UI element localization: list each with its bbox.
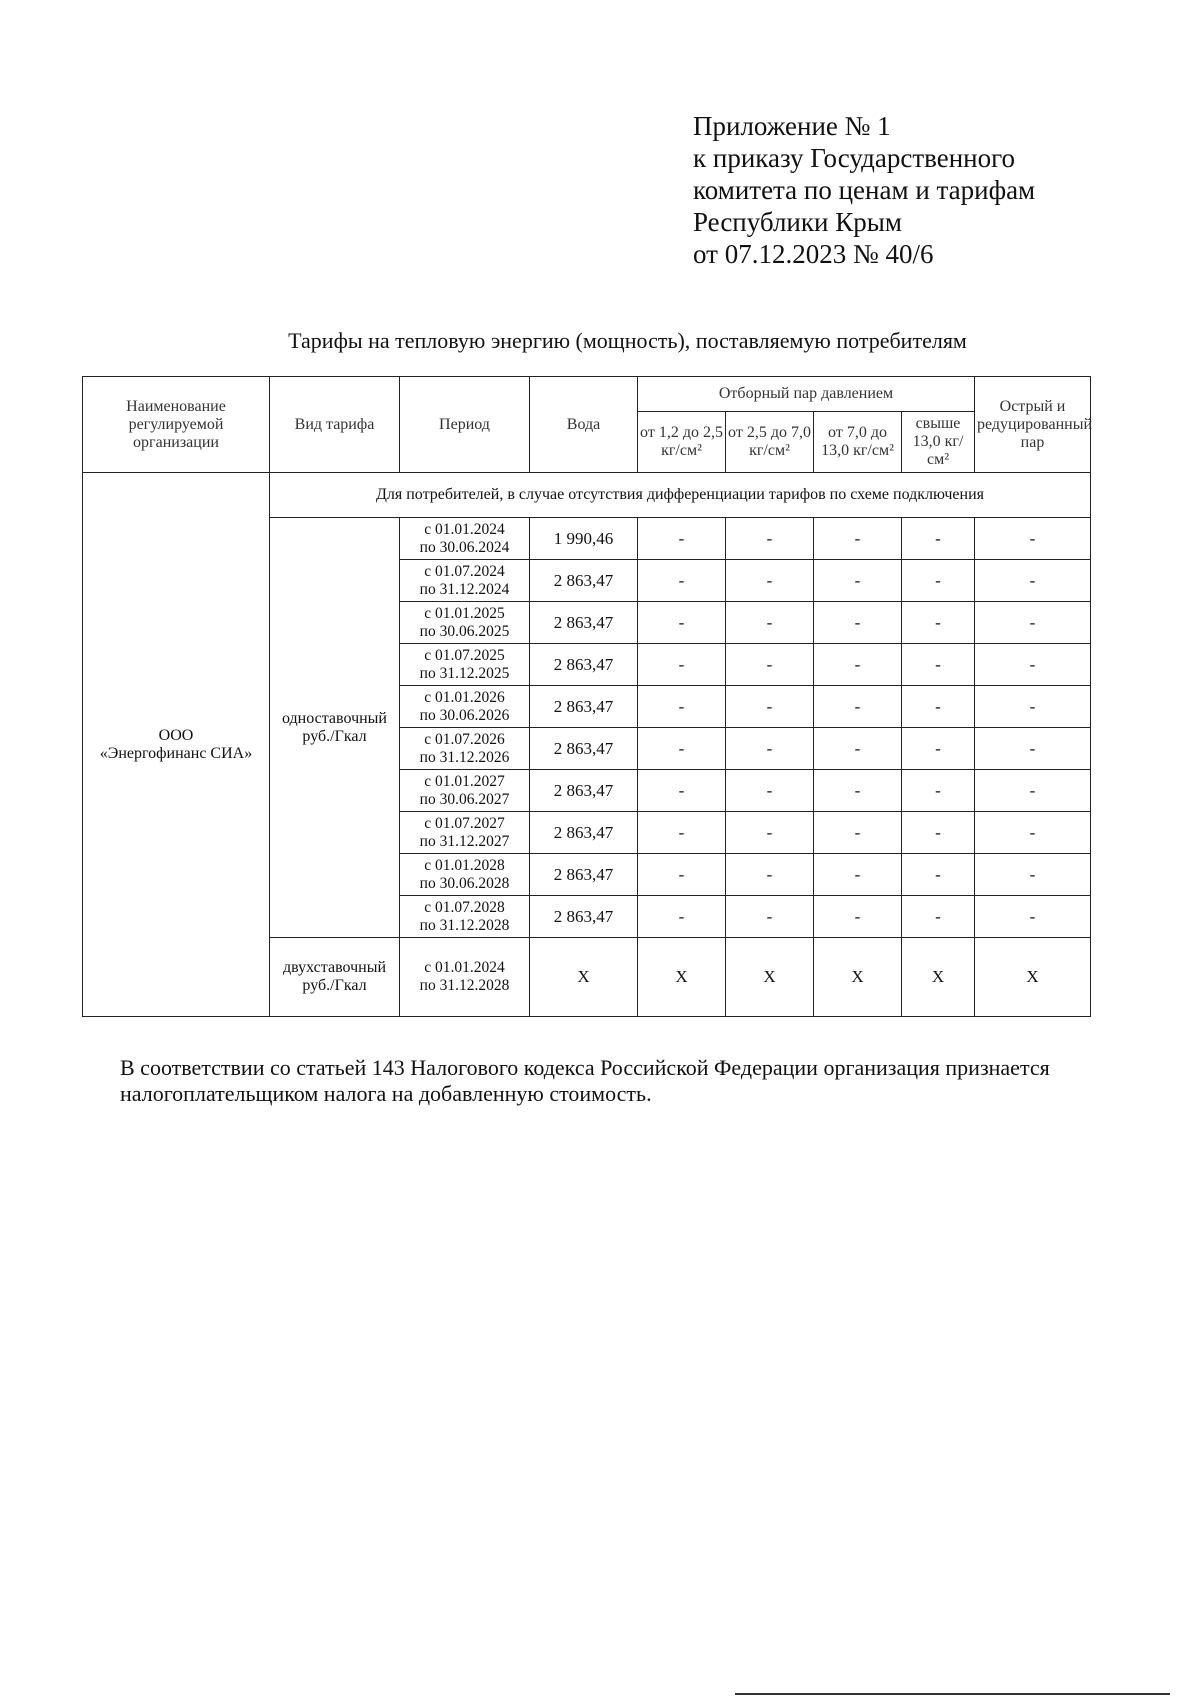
water-tariff-cell: X	[530, 938, 638, 1017]
header-steam-3: от 7,0 до 13,0 кг/см²	[814, 412, 902, 473]
header-steam-1: от 1,2 до 2,5 кг/см²	[638, 412, 726, 473]
header-steam-2: от 2,5 до 7,0 кг/см²	[726, 412, 814, 473]
vat-footnote: В соответствии со статьей 143 Налогового кодекса Российской Федерации организация признается налогоплательщиком налога на добавленную стоимость.	[120, 1055, 1050, 1106]
steam-tariff-cell: -	[902, 728, 975, 770]
water-tariff-cell: 2 863,47	[530, 728, 638, 770]
steam-tariff-cell: -	[726, 686, 814, 728]
steam-tariff-cell: -	[814, 518, 902, 560]
period-from: с 01.01.2028	[424, 856, 505, 874]
steam-tariff-cell: -	[638, 518, 726, 560]
steam-tariff-cell: -	[726, 560, 814, 602]
period-cell	[400, 560, 530, 602]
steam-tariff-cell: -	[814, 728, 902, 770]
period-to: по 31.12.2024	[419, 580, 510, 598]
consumers-note: Для потребителей, в случае отсутствия дифференциации тарифов по схеме подключения	[270, 473, 1091, 518]
steam-tariff-cell: -	[902, 560, 975, 602]
steam-tariff-cell: -	[975, 686, 1091, 728]
tariff-table	[82, 376, 1091, 1017]
water-tariff-cell: 2 863,47	[530, 854, 638, 896]
period-from: с 01.07.2025	[424, 646, 505, 664]
appendix-line: от 07.12.2023 № 40/6	[693, 239, 934, 269]
header-water: Вода	[530, 377, 638, 473]
period-to: по 31.12.2028	[419, 916, 510, 934]
period-from: с 01.07.2026	[424, 730, 505, 748]
water-tariff-cell: 2 863,47	[530, 602, 638, 644]
org-name-cell	[83, 473, 270, 1017]
period-to: по 30.06.2024	[419, 538, 510, 556]
steam-tariff-cell: -	[638, 602, 726, 644]
document-title	[0, 328, 1200, 354]
period-to: по 31.12.2027	[419, 832, 510, 850]
steam-tariff-cell: -	[638, 854, 726, 896]
header-sharp-steam: Острый и редуцированный пар	[975, 377, 1091, 473]
period-cell	[400, 644, 530, 686]
appendix-line: Приложение № 1	[693, 111, 891, 141]
water-tariff-cell: 1 990,46	[530, 518, 638, 560]
steam-tariff-cell: -	[814, 560, 902, 602]
steam-tariff-cell: -	[902, 518, 975, 560]
water-tariff-cell: 2 863,47	[530, 770, 638, 812]
period-to: по 31.12.2025	[419, 664, 510, 682]
appendix-header	[693, 110, 1163, 270]
steam-tariff-cell: -	[814, 896, 902, 938]
steam-tariff-cell: -	[814, 854, 902, 896]
steam-tariff-cell: X	[975, 938, 1091, 1017]
water-tariff-cell: 2 863,47	[530, 560, 638, 602]
steam-tariff-cell: -	[638, 770, 726, 812]
header-steam-4: свыше 13,0 кг/см²	[902, 412, 975, 473]
steam-tariff-cell: -	[638, 644, 726, 686]
steam-tariff-cell: -	[726, 602, 814, 644]
steam-tariff-cell: -	[975, 896, 1091, 938]
steam-tariff-cell: X	[638, 938, 726, 1017]
period-cell	[400, 812, 530, 854]
steam-tariff-cell: -	[638, 728, 726, 770]
water-tariff-cell: 2 863,47	[530, 644, 638, 686]
tariff-type-two-rate: двухставочный руб./Гкал	[270, 938, 400, 1017]
period-from: с 01.01.2026	[424, 688, 505, 706]
steam-tariff-cell: -	[638, 896, 726, 938]
header-org: Наименование регулируемой организации	[83, 377, 270, 473]
steam-tariff-cell: -	[975, 602, 1091, 644]
period-cell	[400, 602, 530, 644]
period-from: с 01.07.2028	[424, 898, 505, 916]
steam-tariff-cell: -	[902, 812, 975, 854]
period-from: с 01.07.2027	[424, 814, 505, 832]
steam-tariff-cell: -	[638, 560, 726, 602]
header-steam-group: Отборный пар давлением	[638, 377, 975, 412]
period-to: по 30.06.2027	[419, 790, 510, 808]
period-from: с 01.01.2024	[424, 959, 505, 976]
period-cell	[400, 770, 530, 812]
document-title-text: Тарифы на тепловую энергию (мощность), поставляемую потребителям	[288, 328, 967, 353]
steam-tariff-cell: -	[975, 770, 1091, 812]
period-to: по 31.12.2026	[419, 748, 510, 766]
period-from: с 01.01.2025	[424, 604, 505, 622]
steam-tariff-cell: -	[975, 812, 1091, 854]
steam-tariff-cell: -	[902, 644, 975, 686]
steam-tariff-cell: -	[902, 896, 975, 938]
steam-tariff-cell: -	[726, 728, 814, 770]
appendix-line: к приказу Государственного	[693, 143, 1016, 173]
period-to: по 30.06.2025	[419, 622, 510, 640]
appendix-line: комитета по ценам и тарифам	[693, 175, 1036, 205]
period-from: с 01.01.2024	[424, 520, 505, 538]
steam-tariff-cell: -	[814, 686, 902, 728]
water-tariff-cell: 2 863,47	[530, 686, 638, 728]
period-from: с 01.07.2024	[424, 562, 505, 580]
steam-tariff-cell: -	[726, 644, 814, 686]
org-name-line: «Энергофинанс СИА»	[99, 744, 253, 762]
period-cell	[400, 896, 530, 938]
header-tariff-type: Вид тарифа	[270, 377, 400, 473]
steam-tariff-cell: -	[902, 686, 975, 728]
steam-tariff-cell: -	[726, 812, 814, 854]
period-to: по 30.06.2028	[419, 874, 510, 892]
steam-tariff-cell: X	[726, 938, 814, 1017]
bottom-divider	[735, 1693, 1170, 1695]
steam-tariff-cell: -	[902, 854, 975, 896]
steam-tariff-cell: -	[902, 770, 975, 812]
steam-tariff-cell: -	[726, 896, 814, 938]
steam-tariff-cell: -	[726, 854, 814, 896]
period-to: по 30.06.2026	[419, 706, 510, 724]
appendix-line: Республики Крым	[693, 207, 902, 237]
steam-tariff-cell: -	[814, 602, 902, 644]
steam-tariff-cell: -	[726, 770, 814, 812]
steam-tariff-cell: -	[975, 854, 1091, 896]
steam-tariff-cell: -	[975, 560, 1091, 602]
period-cell	[400, 728, 530, 770]
steam-tariff-cell: X	[814, 938, 902, 1017]
steam-tariff-cell: -	[638, 686, 726, 728]
steam-tariff-cell: -	[975, 518, 1091, 560]
steam-tariff-cell: -	[814, 812, 902, 854]
steam-tariff-cell: -	[814, 770, 902, 812]
header-period: Период	[400, 377, 530, 473]
period-cell	[400, 854, 530, 896]
period-cell	[400, 686, 530, 728]
org-name-line: ООО	[158, 726, 194, 744]
steam-tariff-cell: -	[814, 644, 902, 686]
period-from: с 01.01.2027	[424, 772, 505, 790]
period-to: по 31.12.2028	[419, 977, 510, 994]
water-tariff-cell: 2 863,47	[530, 896, 638, 938]
steam-tariff-cell: -	[902, 602, 975, 644]
steam-tariff-cell: X	[902, 938, 975, 1017]
water-tariff-cell: 2 863,47	[530, 812, 638, 854]
period-cell	[400, 938, 530, 1017]
steam-tariff-cell: -	[726, 518, 814, 560]
tariff-type-single-rate: одноставочный руб./Гкал	[270, 518, 400, 938]
steam-tariff-cell: -	[975, 728, 1091, 770]
period-cell	[400, 518, 530, 560]
steam-tariff-cell: -	[638, 812, 726, 854]
steam-tariff-cell: -	[975, 644, 1091, 686]
